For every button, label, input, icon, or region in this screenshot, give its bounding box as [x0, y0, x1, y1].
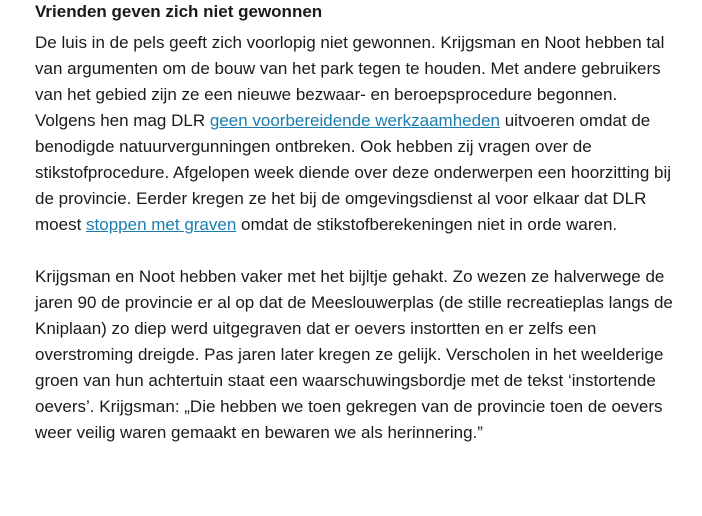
- link-geen-voorbereidende-werkzaamheden[interactable]: geen voorbereidende werkzaamheden: [209, 111, 500, 130]
- paragraph-2: Krijgsman en Noot hebben vaker met het bijltje gehakt. Zo wezen ze halverwege de jaren 90 de provincie er al op dat de Meeslouwerplas (de stille recreatieplas langs de Kniplaan) zo diep werd uitgegraven dat er oevers instortten en er zelfs een overstroming dreigde. Pas jaren later kregen ze gelijk. Verscholen in het weelderige groen van hun achtertuin staat een waarschuwingsbordje met de tekst ‘instortende oevers’. Krijgsman: „Die hebben we toen gekregen van de provincie toen de oevers weer veilig waren gemaakt en bewaren we als herinnering.”: [35, 267, 673, 442]
- link-stoppen-met-graven[interactable]: stoppen met graven: [86, 215, 237, 234]
- paragraph-1-text-1: De luis in de pels geeft zich voorlopig niet gewonnen. Krijgsman en Noot hebben tal van argumenten om de bouw van het park tegen te houden. Met andere gebruikers van het gebied zijn ze een nieuwe bezwaar- en beroepsprocedure begonnen. Volgens hen mag DLR: [35, 33, 665, 130]
- paragraph-1-text-2: uitvoeren omdat de benodigde natuurvergunningen ontbreken. Ook hebben zij vragen over de stikstofprocedure. Afgelopen week diende over deze onderwerpen een hoorzitting bij de provincie. Eerder kregen ze het bij de omgevingsdienst al voor elkaar dat DLR moest: [35, 111, 672, 234]
- paragraph-1: [35, 30, 675, 238]
- paragraph-1-text-3: omdat de stikstofberekeningen niet in orde waren.: [236, 215, 618, 234]
- section-heading: Vrienden geven zich niet gewonnen: [35, 2, 323, 21]
